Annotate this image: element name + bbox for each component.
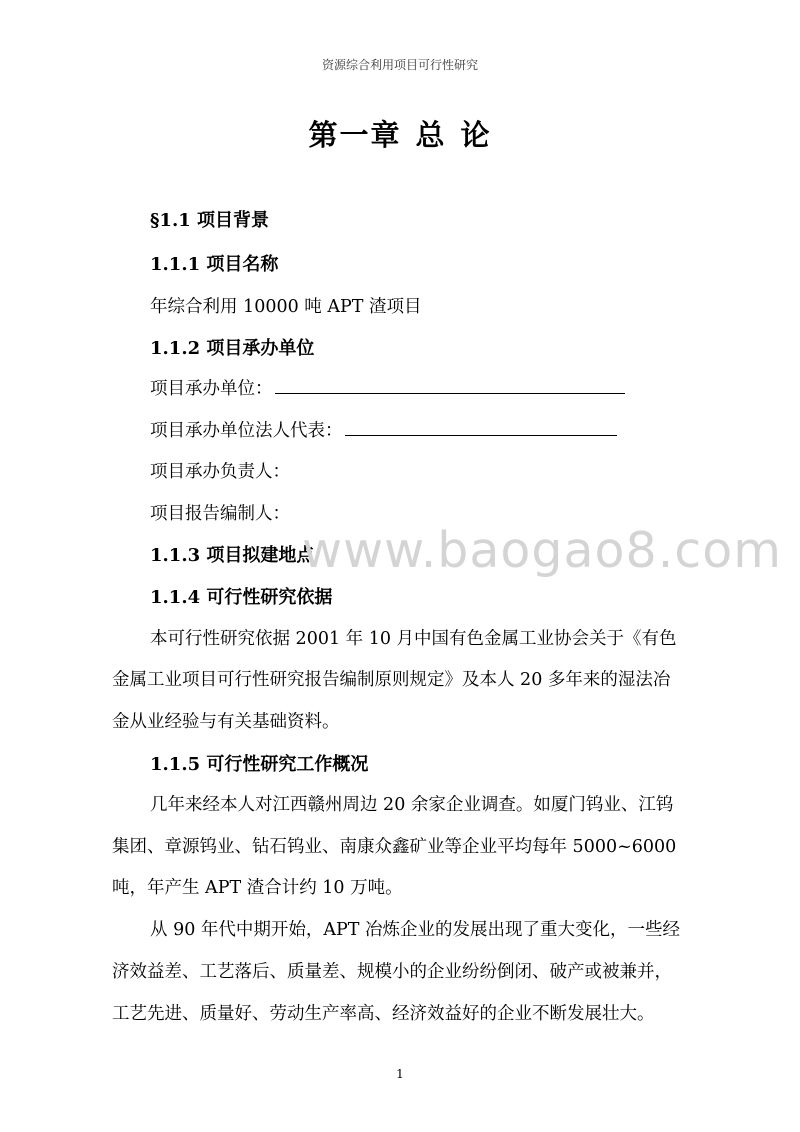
field-blank-legal	[345, 417, 617, 436]
field-label-unit: 项目承办单位：	[150, 379, 273, 399]
section-heading-1-1: §1.1 项目背景	[150, 210, 269, 231]
paragraph-basis-line-1: 本可行性研究依据 2001 年 10 月中国有色金属工业协会关于《有色	[150, 629, 677, 649]
field-label-legal: 项目承办单位法人代表：	[150, 421, 343, 441]
paragraph-development-line-3: 工艺先进、质量好、劳动生产率高、经济效益好的企业不断发展壮大。	[112, 1004, 655, 1024]
paragraph-overview-line-1: 几年来经本人对江西赣州周边 20 余家企业调查。如厦门钨业、江钨	[150, 795, 674, 815]
field-row-responsible: 项目承办负责人：	[150, 462, 290, 482]
chapter-title-word-2: 论	[460, 118, 492, 152]
paragraph-basis-line-2: 金属工业项目可行性研究报告编制原则规定》及本人 20 多年来的湿法冶	[112, 670, 671, 690]
project-name-text: 年综合利用 10000 吨 APT 渣项目	[150, 297, 422, 317]
watermark-text: www.baogao8.com	[302, 522, 782, 579]
running-header: 资源综合利用项目可行性研究	[321, 58, 478, 72]
chapter-title	[0, 113, 800, 154]
section-heading-1-1-3: 1.1.3 项目拟建地点	[150, 545, 315, 566]
paragraph-development-line-1: 从 90 年代中期开始，APT 冶炼企业的发展出现了重大变化，一些经	[150, 920, 681, 940]
field-row-unit	[150, 375, 740, 400]
field-row-legal	[150, 417, 740, 442]
paragraph-basis-line-3: 金从业经验与有关基础资料。	[112, 712, 340, 732]
paragraph-overview-line-2: 集团、章源钨业、钻石钨业、南康众鑫矿业等企业平均每年 5000~6000	[112, 837, 677, 857]
paragraph-overview-line-3: 吨，年产生 APT 渣合计约 10 万吨。	[112, 878, 403, 898]
field-blank-unit	[275, 375, 625, 394]
page-number: 1	[396, 1067, 404, 1081]
field-row-report: 项目报告编制人：	[150, 504, 290, 524]
section-heading-1-1-5: 1.1.5 可行性研究工作概况	[150, 754, 369, 775]
paragraph-development-line-2: 济效益差、工艺落后、质量差、规模小的企业纷纷倒闭、破产或被兼并，	[112, 962, 672, 982]
section-heading-1-1-2: 1.1.2 项目承办单位	[150, 338, 315, 359]
section-heading-1-1-1: 1.1.1 项目名称	[150, 254, 279, 275]
chapter-title-word-1: 总	[415, 118, 447, 152]
chapter-title-number: 第一章	[308, 118, 402, 152]
section-heading-1-1-4: 1.1.4 可行性研究依据	[150, 587, 333, 608]
